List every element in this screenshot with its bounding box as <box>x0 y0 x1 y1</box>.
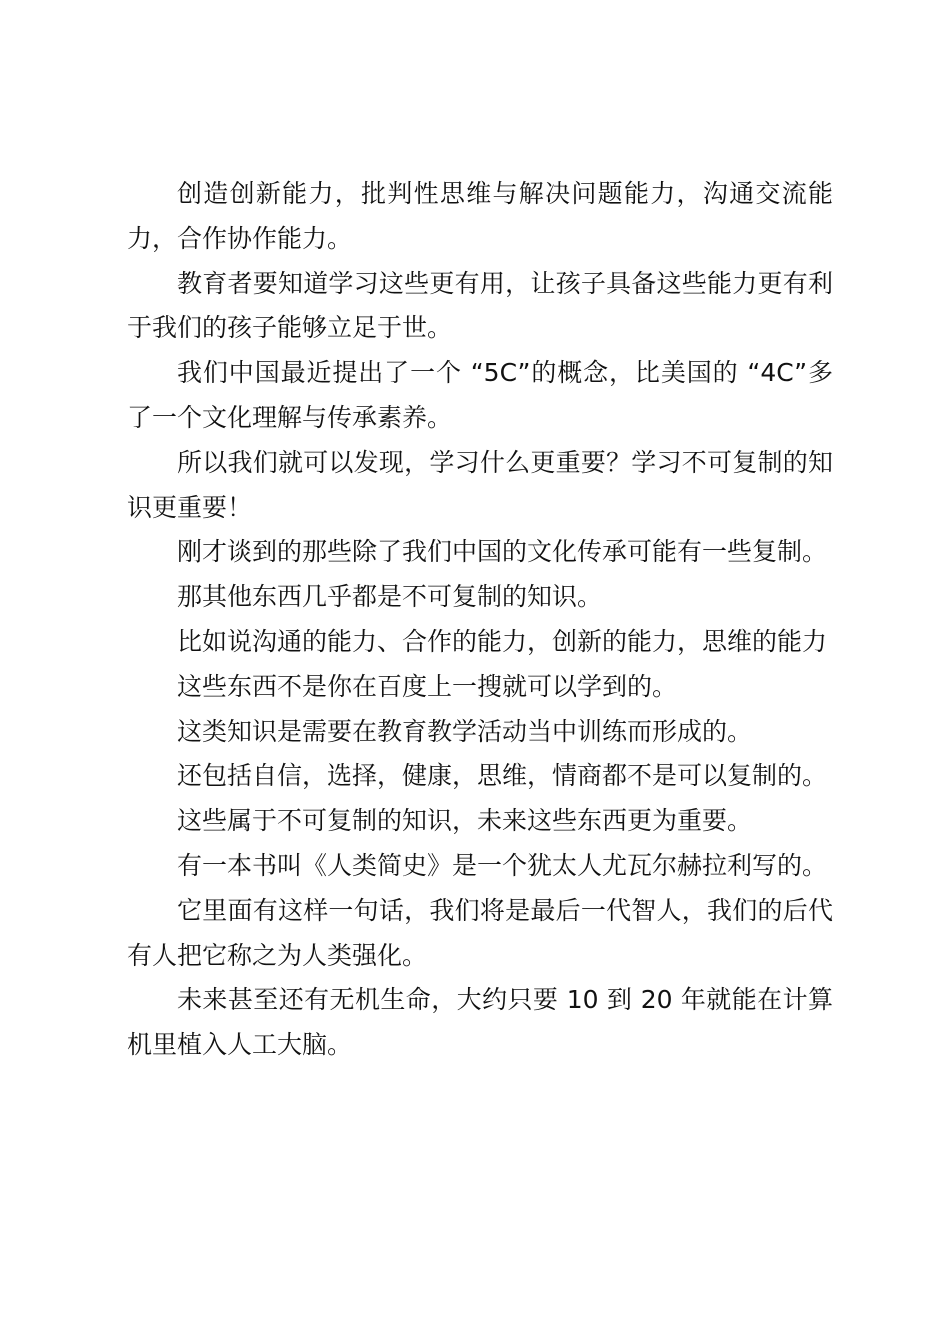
paragraph-4: 所以我们就可以发现，学习什么更重要？学习不可复制的知识更重要！ <box>127 447 833 522</box>
paragraph-8: 这些东西不是你在百度上一搜就可以学到的。 <box>177 671 678 701</box>
paragraph-5: 刚才谈到的那些除了我们中国的文化传承可能有一些复制。 <box>177 537 828 567</box>
paragraph-10: 还包括自信，选择，健康，思维，情商都不是可以复制的。 <box>177 761 828 791</box>
paragraph-1: 创造创新能力，批判性思维与解决问题能力，沟通交流能力，合作协作能力。 <box>127 179 833 253</box>
paragraph-11: 这些属于不可复制的知识，未来这些东西更为重要。 <box>177 806 753 836</box>
paragraph-12: 有一本书叫《人类简史》是一个犹太人尤瓦尔赫拉利写的。 <box>177 850 828 880</box>
paragraph-6: 那其他东西几乎都是不可复制的知识。 <box>177 582 603 612</box>
paragraph-14: 未来甚至还有无机生命，大约只要 10 到 20 年就能在计算机里植入人工大脑。 <box>127 985 833 1060</box>
paragraph-2: 教育者要知道学习这些更有用，让孩子具备这些能力更有利于我们的孩子能够立足于世。 <box>127 268 833 343</box>
paragraph-7: 比如说沟通的能力、合作的能力，创新的能力，思维的能力 <box>177 626 828 656</box>
paragraph-9: 这类知识是需要在教育教学活动当中训练而形成的。 <box>177 716 753 746</box>
paragraph-13: 它里面有这样一句话，我们将是最后一代智人，我们的后代有人把它称之为人类强化。 <box>127 895 833 970</box>
document-body <box>127 172 833 1068</box>
paragraph-3: 我们中国最近提出了一个 “5C”的概念，比美国的 “4C”多了一个文化理解与传承素养。 <box>127 358 833 432</box>
